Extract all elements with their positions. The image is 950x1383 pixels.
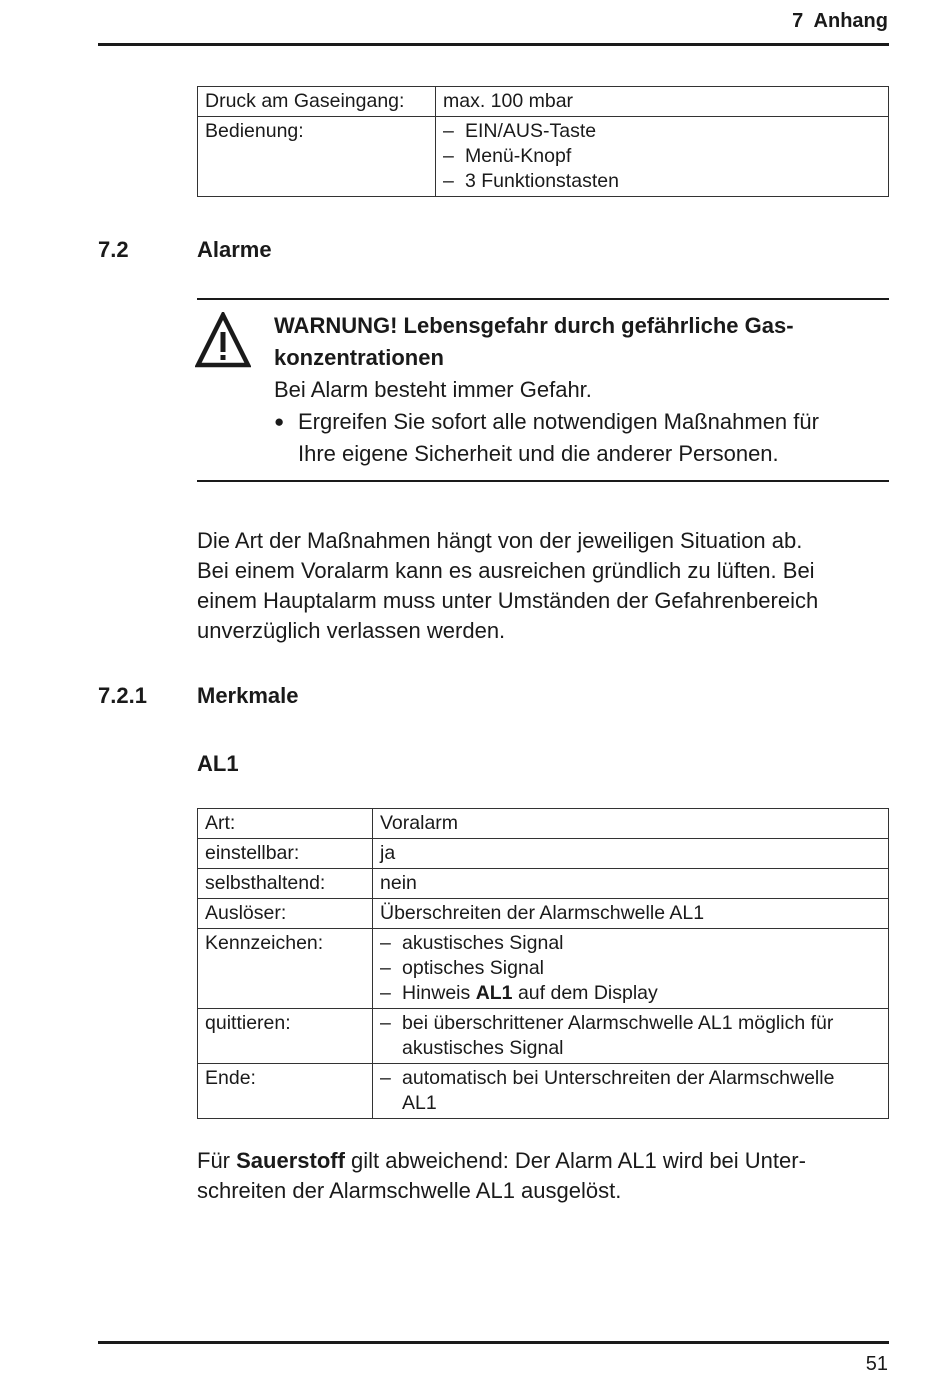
footer-rule — [98, 1341, 889, 1344]
table-cell-value: Voralarm — [373, 809, 889, 839]
list-item: – optisches Signal — [380, 957, 545, 979]
table-cell-label: Art: — [198, 809, 373, 839]
spec-table — [197, 86, 889, 197]
list-item: – akustisches Signal — [380, 932, 564, 954]
table-cell-value: Überschreiten der Alarmschwelle AL1 — [373, 899, 889, 929]
table-row — [198, 1009, 889, 1064]
warning-top-rule — [197, 298, 889, 300]
warning-bullet — [274, 406, 894, 470]
table-cell-value — [373, 1064, 889, 1119]
table-cell-label: Ende: — [198, 1064, 373, 1119]
table-row — [198, 839, 889, 869]
table-cell-label: selbsthaltend: — [198, 869, 373, 899]
page-number: 51 — [865, 1353, 888, 1375]
paragraph-line: unverzüglich verlassen werden. — [197, 618, 506, 643]
chapter-header: 7 Anhang — [792, 10, 888, 32]
header-rule — [98, 43, 889, 46]
paragraph-line: Die Art der Maßnahmen hängt von der jeweiligen Situation ab. — [197, 528, 803, 553]
table-cell-value — [373, 929, 889, 1009]
table-cell-label: Bedienung: — [198, 117, 436, 197]
table-cell-value: max. 100 mbar — [436, 87, 889, 117]
table-cell-label: Auslöser: — [198, 899, 373, 929]
table-cell-value — [373, 1009, 889, 1064]
al1-table — [197, 808, 889, 1119]
warning-bottom-rule — [197, 480, 889, 482]
table-cell-value: nein — [373, 869, 889, 899]
table-cell-label: Kennzeichen: — [198, 929, 373, 1009]
warning-triangle-icon — [195, 312, 251, 368]
table-row — [198, 899, 889, 929]
table-cell-label: Druck am Gaseingang: — [198, 87, 436, 117]
bullet-icon: ● — [274, 412, 285, 431]
al1-heading: AL1 — [197, 751, 239, 776]
warning-bullet-line2: Ihre eigene Sicherheit und die anderer Personen. — [298, 441, 779, 466]
table-cell-label: quittieren: — [198, 1009, 373, 1064]
warning-bullet-line1: Ergreifen Sie sofort alle notwendigen Maßnahmen für — [298, 409, 819, 434]
list-item: – Menü-Knopf — [443, 145, 572, 167]
table-row — [198, 869, 889, 899]
intro-paragraph — [197, 526, 897, 646]
warning-text: Bei Alarm besteht immer Gefahr. — [274, 377, 592, 402]
table-cell-value: ja — [373, 839, 889, 869]
list-item: – bei überschrittener Alarmschwelle AL1 möglich für akustisches Signal — [380, 1012, 834, 1059]
warning-content — [274, 310, 894, 470]
table-row — [198, 87, 889, 117]
list-item: – EIN/AUS-Taste — [443, 120, 597, 142]
paragraph-line: einem Hauptalarm muss unter Umständen der Gefahrenbereich — [197, 588, 819, 613]
section-number: 7.2 — [98, 237, 129, 262]
subsection-number: 7.2.1 — [98, 683, 147, 708]
warning-title-line2: konzentrationen — [274, 345, 444, 370]
list-item: – 3 Funktionstasten — [443, 170, 619, 192]
table-row — [198, 117, 889, 197]
subsection-title: Merkmale — [197, 683, 299, 708]
section-title: Alarme — [197, 237, 272, 262]
table-row — [198, 929, 889, 1009]
table-cell-value — [436, 117, 889, 197]
table-row — [198, 809, 889, 839]
oxygen-note: Für Sauerstoff gilt abweichend: Der Alarm AL1 wird bei Unter- schreiten der Alarmschwelle AL1 ausgelöst. — [197, 1148, 806, 1203]
list-item: – Hinweis AL1 auf dem Display — [380, 982, 658, 1004]
list-item: – automatisch bei Unterschreiten der Alarmschwelle AL1 — [380, 1067, 835, 1114]
table-row — [198, 1064, 889, 1119]
table-cell-label: einstellbar: — [198, 839, 373, 869]
paragraph-line: Bei einem Voralarm kann es ausreichen gründlich zu lüften. Bei — [197, 558, 815, 583]
warning-title-line1: WARNUNG! Lebensgefahr durch gefährliche Gas- — [274, 313, 794, 338]
